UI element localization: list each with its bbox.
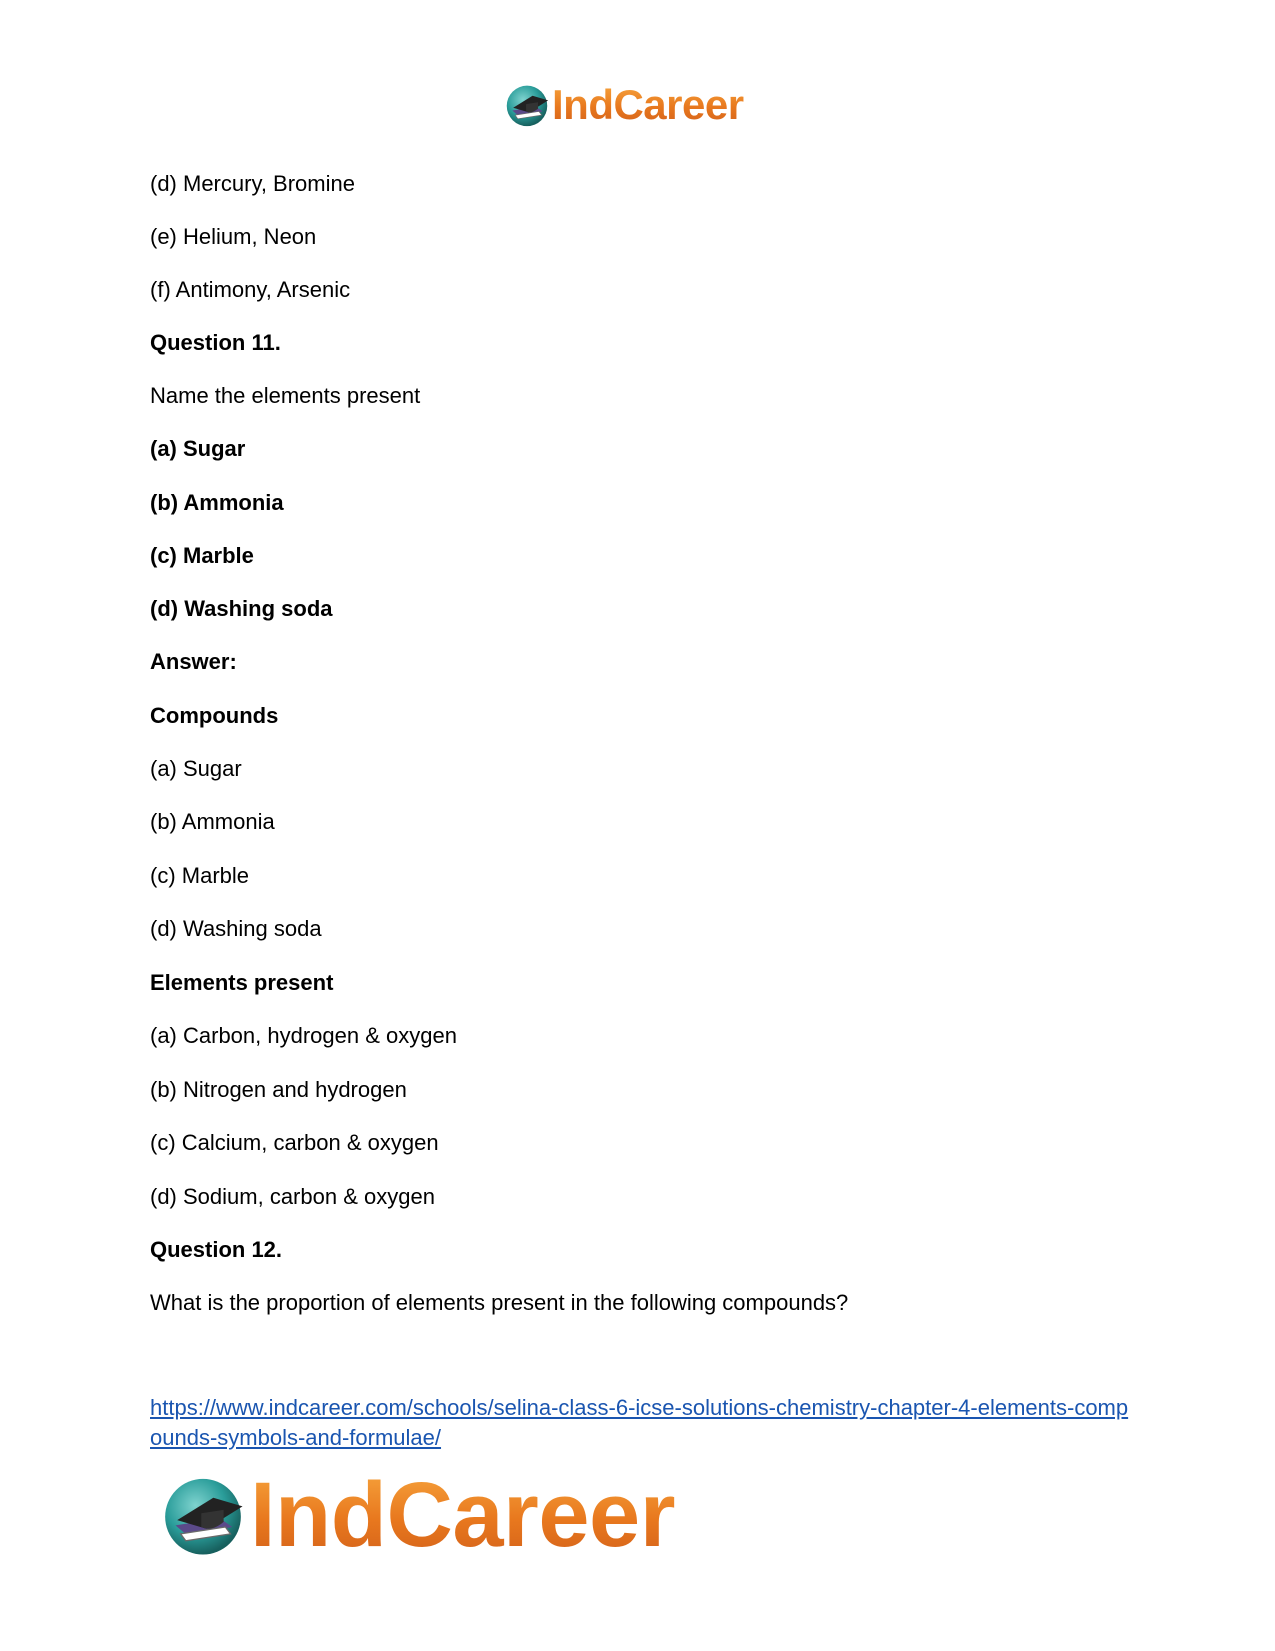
answer-item: (a) Sugar [150, 756, 242, 781]
text-line: (d) Mercury, Bromine [150, 171, 355, 196]
answer-item: (c) Marble [150, 863, 250, 888]
source-link[interactable]: https://www.indcareer.com/schools/selina-class-6-icse-solutions-chemistry-chapter-4-elements-compounds-symbols-and-formulae/ [150, 1395, 1129, 1450]
answer-item: (d) Sodium, carbon & oxygen [150, 1184, 435, 1209]
question-item: (c) Marble [150, 543, 254, 568]
logo-globe-icon [504, 82, 550, 128]
answer-item: (c) Calcium, carbon & oxygen [150, 1130, 439, 1155]
answer-item: (b) Nitrogen and hydrogen [150, 1077, 407, 1102]
text-line: (f) Antimony, Arsenic [150, 277, 351, 302]
header-logo [504, 80, 744, 130]
question-item: (d) Washing soda [150, 596, 333, 621]
question-text: Name the elements present [150, 383, 421, 408]
answer-heading: Answer: [150, 649, 237, 674]
question-item: (b) Ammonia [150, 490, 284, 515]
question-heading: Question 11. [150, 330, 281, 355]
answer-item: (b) Ammonia [150, 809, 275, 834]
logo-wordmark: IndCareer [250, 1464, 675, 1566]
section-heading: Elements present [150, 970, 334, 995]
footer-logo [160, 1465, 675, 1565]
section-heading: Compounds [150, 703, 279, 728]
logo-globe-icon [160, 1472, 246, 1558]
question-item: (a) Sugar [150, 436, 246, 461]
answer-item: (d) Washing soda [150, 916, 322, 941]
question-heading: Question 12. [150, 1237, 283, 1262]
text-line: (e) Helium, Neon [150, 224, 317, 249]
answer-item: (a) Carbon, hydrogen & oxygen [150, 1023, 457, 1048]
question-text: What is the proportion of elements present in the following compounds? [150, 1290, 849, 1315]
logo-wordmark: IndCareer [552, 81, 744, 128]
